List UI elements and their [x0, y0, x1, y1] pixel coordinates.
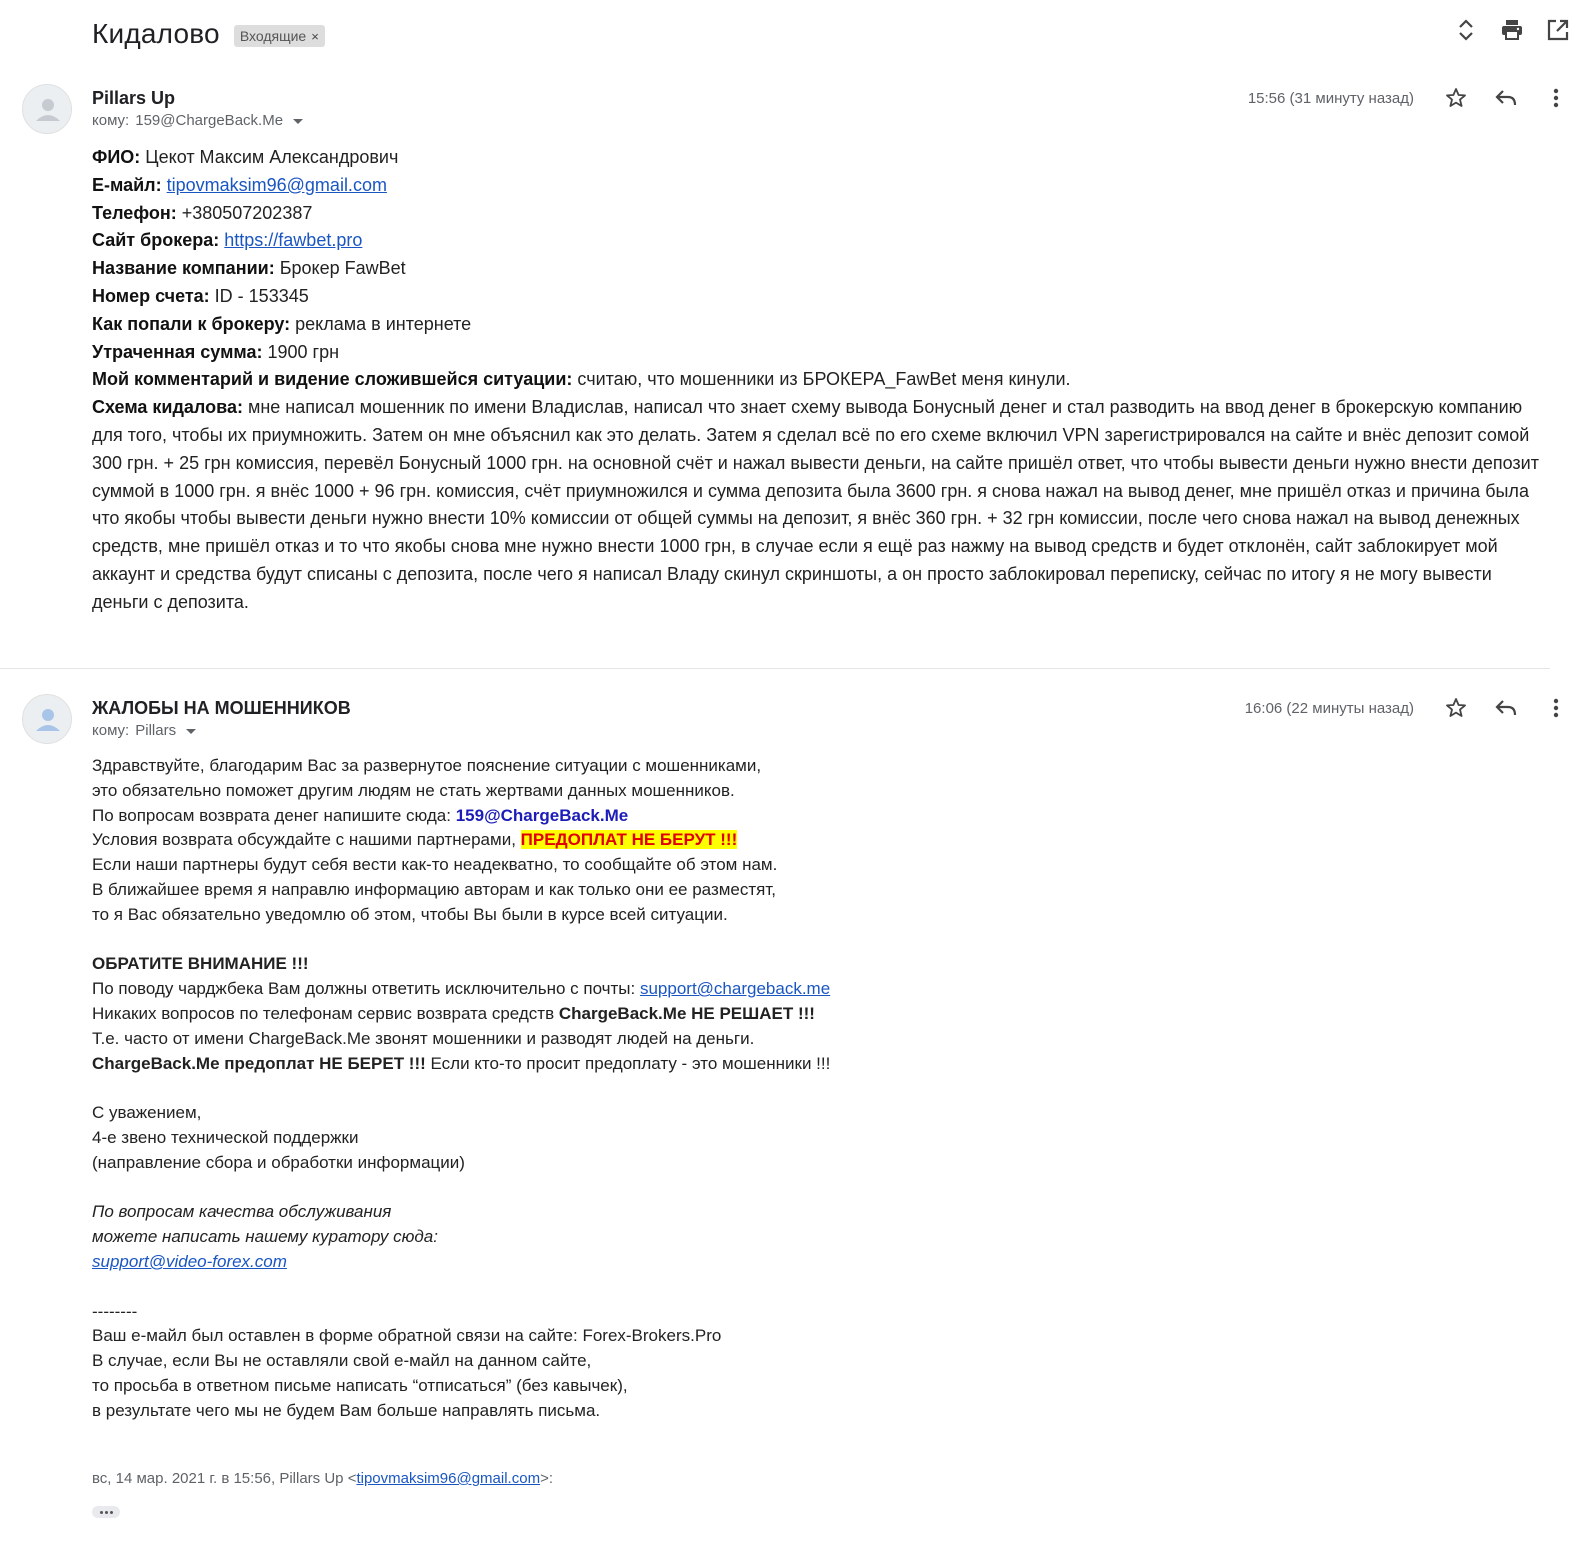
footer-line: В случае, если Вы не оставляли свой е-майл на данном сайте, [92, 1351, 592, 1371]
field-how-found: Как попали к брокеру: реклама в интернете [92, 313, 472, 334]
subject-bar [92, 14, 325, 54]
body-line: Т.е. часто от имени ChargeBack.Me звонят мошенники и разводят людей на деньги. [92, 1028, 755, 1048]
quoted-header: вс, 14 мар. 2021 г. в 15:56, Pillars Up <tipovmaksim96@gmail.com>: [92, 1470, 554, 1487]
signature-line: С уважением, [92, 1103, 202, 1123]
recipient-address: Pillars [135, 722, 177, 739]
field-fio: ФИО: Цекот Максим Александрович [92, 147, 399, 167]
field-comment: Мой комментарий и видение сложившейся ситуации: считаю, что мошенники из БРОКЕРА_FawBet меня кинули. [92, 369, 1071, 390]
message-time: 15:56 (31 минуту назад) [1247, 89, 1414, 107]
avatar[interactable] [22, 84, 72, 134]
open-new-window-icon[interactable] [1546, 18, 1570, 42]
quality-line: можете написать нашему куратору сюда: [92, 1227, 438, 1247]
thread-toolbar [1454, 18, 1570, 42]
email-link[interactable]: tipovmaksim96@gmail.com [166, 174, 387, 195]
label-chip-text: Входящие [239, 28, 307, 44]
recipient-line [92, 722, 196, 739]
print-icon[interactable] [1500, 18, 1524, 42]
field-company: Название компании: Брокер FawBet [92, 258, 406, 279]
star-icon[interactable] [1442, 694, 1470, 722]
recipient-address: 159@ChargeBack.Me [135, 112, 284, 129]
message-body [92, 754, 1092, 1424]
footer-line: в результате чего мы не будем Вам больше направлять письма. [92, 1400, 601, 1420]
sender-name[interactable]: ЖАЛОБЫ НА МОШЕННИКОВ [92, 698, 351, 718]
terms-line: Условия возврата обсуждайте с нашими партнерами, ПРЕДОПЛАТ НЕ БЕРУТ !!! [92, 830, 738, 850]
body-line: В ближайшее время я направлю информацию авторам и как только они ее разместят, [92, 879, 777, 899]
message-meta [1245, 694, 1570, 722]
chargeback-email-link[interactable]: support@chargeback.me [639, 979, 831, 999]
field-broker-site: Сайт брокера: https://fawbet.pro [92, 230, 363, 251]
message-time: 16:06 (22 минуты назад) [1244, 699, 1414, 717]
message-meta [1248, 84, 1570, 112]
quality-email-link[interactable]: support@video-forex.com [92, 1251, 287, 1271]
sender-name[interactable]: Pillars Up [92, 88, 176, 108]
field-lost-amount: Утраченная сумма: 1900 грн [92, 341, 340, 362]
phone-line: Никаких вопросов по телефонам сервис возврата средств ChargeBack.Me НЕ РЕШАЕТ !!! [92, 1003, 815, 1023]
quality-line: По вопросам качества обслуживания [92, 1202, 392, 1222]
signature-line: (направление сбора и обработки информации) [92, 1152, 465, 1172]
chevron-down-icon[interactable] [293, 119, 303, 124]
field-account: Номер счета: ID - 153345 [92, 285, 309, 306]
reply-icon[interactable] [1492, 84, 1520, 112]
body-line: Если наши партнеры будут себя вести как-то неадекватно, то сообщайте об этом нам. [92, 855, 778, 875]
body-line: это обязательно поможет другим людям не стать жертвами данных мошенников. [92, 780, 735, 800]
star-icon[interactable] [1442, 84, 1470, 112]
more-options-icon[interactable] [1542, 84, 1570, 112]
prepay-warning-highlight: ПРЕДОПЛАТ НЕ БЕРУТ !!! [520, 830, 738, 850]
refund-line: По вопросам возврата денег напишите сюда: 159@ChargeBack.Me [92, 805, 629, 825]
field-email: E-майл: tipovmaksim96@gmail.com [92, 174, 387, 195]
recipient-line [92, 112, 303, 129]
remove-label-icon[interactable]: × [311, 28, 319, 44]
footer-line: Ваш е-майл был оставлен в форме обратной связи на сайте: Forex-Brokers.Pro [92, 1326, 722, 1346]
reply-icon[interactable] [1492, 694, 1520, 722]
quoted-email-link[interactable]: tipovmaksim96@gmail.com [356, 1470, 541, 1487]
body-line: то я Вас обязательно уведомлю об этом, чтобы Вы были в курсе всей ситуации. [92, 904, 728, 924]
no-prepay-line: ChargeBack.Me предоплат НЕ БЕРЕТ !!! Если кто-то просит предоплату - это мошенники !!! [92, 1053, 831, 1073]
message-divider [0, 668, 1550, 669]
recipient-prefix: кому: [92, 112, 130, 129]
avatar[interactable] [22, 694, 72, 744]
chevron-down-icon[interactable] [186, 729, 196, 734]
attention-heading: ОБРАТИТЕ ВНИМАНИЕ !!! [92, 954, 309, 974]
body-line: Здравствуйте, благодарим Вас за развернутое пояснение ситуации с мошенниками, [92, 756, 762, 775]
show-trimmed-content-button[interactable] [92, 1506, 120, 1518]
chargeback-line: По поводу чарджбека Вам должны ответить исключительно с почты: support@chargeback.me [92, 979, 831, 999]
more-options-icon[interactable] [1542, 694, 1570, 722]
field-phone: Телефон: +380507202387 [92, 202, 313, 223]
expand-collapse-icon[interactable] [1454, 18, 1478, 42]
footer-line: то просьба в ответном письме написать “отписаться” (без кавычек), [92, 1375, 628, 1395]
field-scheme: Схема кидалова: мне написал мошенник по имени Владислав, написал что знает схему вывода Бонусный денег и стал разводить на ввод денег в брокерскую компанию для того, чтобы их приумножить. Затем он мне объяснил как это делать. Затем я сделал всё по его схеме включил VPN зарегистрировался на сайте и внёс депозит сомой 300 грн. + 25 грн комиссия, перевёл Бонусный 1000 грн. на основной счёт и нажал вывести деньги, на сайте пришёл ответ, что чтобы вывести деньги нужно внести депозит суммой в 1000 грн. я внёс 1000 + 96 грн. комиссия, счёт приумножился и сумма депозита была 3600 грн. я снова нажал на вывод денег, мне пришёл отказ и причина была что якобы чтобы вывести деньги нужно внести 10% комиссии от общей суммы на депозит, я внёс 360 грн. + 32 грн комиссии, после чего снова нажал на вывод денежных средств, мне пришёл отказ и то что якобы снова мне нужно внести 1000 грн, в случае если я ещё раз нажму на вывод средств и будет отклонён, сайт заблокирует мой аккаунт и средства будут списаны с депозита, после чего я написал Владу скинул скриншоты, а он просто заблокировал переписку, сейчас по итогу я не могу вывести деньги с депозита. [92, 397, 1539, 612]
signature-line: 4-е звено технической поддержки [92, 1127, 359, 1147]
recipient-prefix: кому: [92, 722, 130, 739]
message-body [92, 144, 1552, 617]
separator: -------- [92, 1301, 138, 1321]
refund-email[interactable]: 159@ChargeBack.Me [455, 805, 629, 825]
broker-site-link[interactable]: https://fawbet.pro [224, 230, 363, 251]
thread-subject: Кидалово [92, 18, 220, 49]
label-chip-inbox[interactable] [234, 25, 325, 47]
